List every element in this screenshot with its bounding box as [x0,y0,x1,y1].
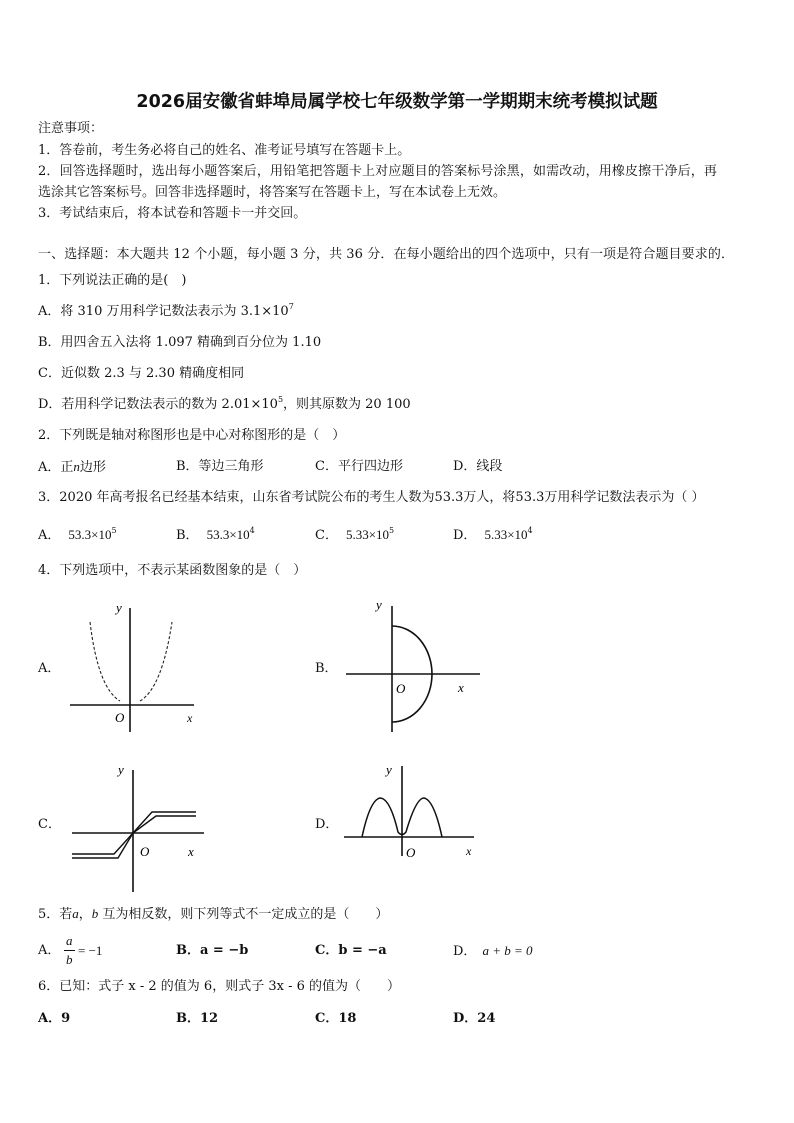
q4-label-b[interactable]: B． [315,661,338,676]
q4a-origin: O [115,710,125,725]
q3-c-exponent: 5 [389,526,395,535]
q1-option-a[interactable] [38,304,294,320]
q1-d-exponent: 5 [277,395,284,404]
q3-c-label: C． [315,528,338,543]
q5-stem-pre: 5．若 [38,907,73,922]
q4-graph-c[interactable] [68,760,210,896]
q4a-y-label: y [116,600,122,615]
q4-graph-d[interactable] [340,760,480,860]
q5-option-d[interactable] [453,943,532,960]
q2-option-b[interactable]: B．等边三角形 [176,459,264,474]
q4d-origin: O [406,845,416,860]
q4-graph-a[interactable] [60,598,210,734]
q5-stem-post: 互为相反数，则下列等式不一定成立的是（ ） [98,907,389,922]
q3-d-value: 5.33×10 [484,527,528,542]
q1-a-text: A．将 310 万用科学记数法表示为 3.1×10 [38,304,289,319]
notice-heading: 注意事项： [38,121,104,136]
q4b-origin: O [396,681,406,696]
q5-option-a[interactable] [38,943,60,959]
q5-option-c[interactable]: C．b = −a [315,943,387,958]
q3-a-value: 53.3×10 [68,527,112,542]
q3-d-label: D． [453,528,477,543]
section-heading: 一、选择题：本大题共 12 个小题，每小题 3 分，共 36 分．在每小题给出的四个选项中，只有一项是符合题目要求的． [38,247,735,262]
q4b-y-label: y [376,597,382,612]
q4-label-c[interactable]: C． [38,817,61,832]
q6-option-a[interactable]: A．9 [38,1011,71,1026]
q5-a-label: A． [38,943,61,958]
q2-option-d[interactable]: D．线段 [453,459,503,474]
q3-b-label: B． [176,528,199,543]
q3-option-d[interactable] [453,527,533,544]
q4-stem: 4．下列选项中，不表示某函数图象的是（ ） [38,563,307,578]
q4-graph-b[interactable] [340,594,490,736]
q3-a-exponent: 5 [111,526,117,535]
q2-a-pre: A．正 [38,460,74,475]
q3-b-value: 53.3×10 [206,527,250,542]
q5-stem-mid: ， [78,907,92,922]
q3-d-exponent: 4 [527,526,533,535]
q2-option-a[interactable] [38,459,106,476]
q4c-x-label: x [188,844,194,859]
q2-stem: 2．下列既是轴对称图形也是中心对称图形的是（ ） [38,428,346,443]
q1-option-d[interactable] [38,397,411,413]
q3-a-label: A． [38,528,61,543]
q3-option-a[interactable] [38,527,117,544]
q2-a-var: n [73,459,80,474]
q1-d-text: D．若用科学记数法表示的数为 2.01×10 [38,397,278,412]
q2-a-post: 边形 [79,460,106,475]
q3-b-exponent: 4 [249,526,255,535]
q5-stem [38,906,388,923]
q1-a-exponent: 7 [288,302,294,311]
q3-option-c[interactable] [315,527,394,544]
q5-var-b: b [91,906,99,921]
q5-a-denominator: b [66,952,73,967]
q1-option-b[interactable]: B．用四舍五入法将 1.097 精确到百分位为 1.10 [38,335,322,350]
q1-option-c[interactable]: C．近似数 2.3 与 2.30 精确度相同 [38,366,245,381]
q4-label-a[interactable]: A． [38,661,61,676]
q3-option-b[interactable] [176,527,255,544]
notice-item-1: 1．答卷前，考生务必将自己的姓名、准考证号填写在答题卡上。 [38,143,411,158]
q3-stem: 3．2020 年高考报名已经基本结束，山东省考试院公布的考生人数为53.3万人，将53.3万用科学记数法表示为（ ） [38,490,705,505]
q5-d-label: D． [453,944,477,959]
q4c-y-label: y [118,762,124,777]
q5-fraction-bar [64,950,75,951]
notice-item-2-cont: 选涂其它答案标号。回答非选择题时，将答案写在答题卡上，写在本试卷上无效。 [38,185,507,200]
q6-option-b[interactable]: B．12 [176,1011,219,1026]
exam-title: 2026届安徽省蚌埠局属学校七年级数学第一学期期末统考模拟试题 [136,92,658,112]
q4-label-d[interactable]: D． [315,817,339,832]
notice-item-3: 3．考试结束后，将本试卷和答题卡一并交回。 [38,206,307,221]
notice-item-2: 2．回答选择题时，选出每小题答案后，用铅笔把答题卡上对应题目的答案标号涂黑，如需改动，用橡皮擦干净后，再 [38,164,718,179]
q5-d-expr: a + b = 0 [482,943,533,958]
q2-option-c[interactable]: C．平行四边形 [315,459,403,474]
q6-option-c[interactable]: C．18 [315,1011,357,1026]
q4d-x-label: x [466,844,472,858]
q4c-origin: O [140,844,150,859]
q5-a-numerator: a [66,933,73,948]
q4d-y-label: y [386,762,392,777]
q6-option-d[interactable]: D．24 [453,1011,496,1026]
q5-a-rhs: = −1 [78,943,103,958]
q5-option-b[interactable]: B．a = −b [176,943,249,958]
q1-d-text-post: ，则其原数为 20 100 [283,397,411,412]
q5-var-a: a [72,906,79,921]
q4b-x-label: x [458,680,464,695]
q6-stem: 6．已知：式子 x - 2 的值为 6，则式子 3x - 6 的值为（ ） [38,979,400,994]
q1-stem: 1．下列说法正确的是( ) [38,273,187,288]
q3-c-value: 5.33×10 [345,527,390,542]
q4a-x-label: x [187,711,193,725]
